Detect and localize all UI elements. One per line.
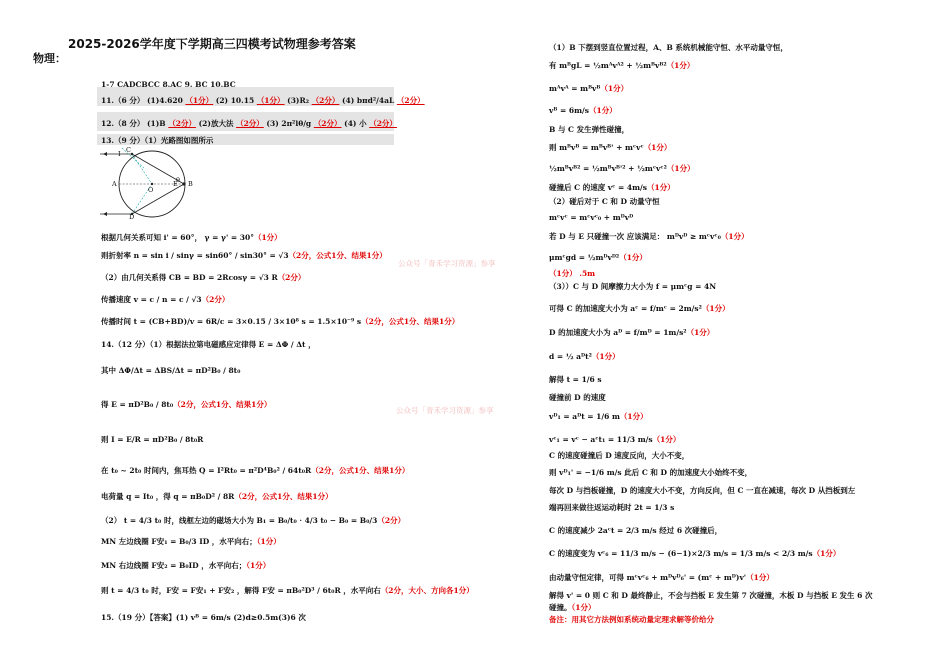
q13-line: 传播时间 t = (CB+BD)/v = 6R/c = 3×0.15 / 3×10⁸ s = 1.5×10⁻⁹ s（2分，公式1分、结果1分）	[101, 317, 460, 326]
q12-score-1: （2分）	[168, 119, 196, 128]
q14-line: 则 t = 4/3 t₀ 时，F安 = F安₁ + F安₂ ，解得 F安 = πB₀²D³ / 6t₀R ，水平向右（2分，大小、方向各1分）	[101, 586, 474, 595]
q14-line: 电荷量 q = It₀ ，得 q = πB₀D² / 8R（2分，公式1分、结果1分）	[101, 492, 333, 501]
q12-part-d: (4) 小	[344, 119, 367, 128]
q15-line: 15.（19 分）【答案】(1) vᴮ = 6m/s (2)d≥0.5m(3)6 次	[101, 613, 306, 622]
q13-line: 传播速度 v = c / n = c / √3（2分）	[101, 295, 230, 304]
diagram-label-d: D	[129, 213, 135, 221]
q12-part-c: (3) 2π²lθ/g	[266, 119, 312, 128]
diagram-label-o: O	[148, 186, 154, 194]
q11-score-4: （2分）	[396, 96, 425, 105]
right-line: 则 vᴰ₁' = −1/6 m/s 此后 C 和 D 的加速度大小始终不变，	[549, 468, 753, 477]
diagram-label-i: I	[118, 150, 121, 158]
q12-part-a: 12.（8 分） (1)B	[101, 119, 166, 128]
q11-part-c: (3)R₂	[287, 96, 309, 105]
right-line: D 的加速度大小为 aᴰ = f/mᴰ = 1m/s²（1分）	[549, 328, 715, 337]
subject-label: 物理：	[33, 52, 66, 65]
right-line: B 与 C 发生弹性碰撞，	[549, 125, 630, 134]
right-line: （3））C 与 D 间摩擦力大小为 f = μmᶜg = 4N	[549, 282, 717, 291]
right-line: 有 mᴮgL = ½mᴬvᴬ² + ½mᴮvᴮ²（1分）	[549, 61, 695, 70]
right-line: d = ½ aᴰt²（1分）	[549, 352, 620, 361]
right-line: μmᶜgd = ½mᴰvᴰ²（1分）	[549, 253, 647, 262]
right-line: 碰撞前 D 的速度	[549, 393, 606, 402]
q14-line: MN 左边线圈 F安₁ = B₀/3 ID ，水平向右；（1分）	[101, 537, 281, 546]
right-line: （2）碰后对于 C 和 D 动量守恒	[549, 197, 660, 206]
right-line: 则 mᴮvᴮ = mᴮvᴮ' + mᶜvᶜ（1分）	[549, 143, 672, 152]
right-line: 碰撞后 C 的速度 vᶜ = 4m/s（1分）	[549, 183, 675, 192]
right-line: 端再回来做往返运动耗时 2t = 1/3 s	[549, 503, 675, 512]
diagram-label-e: E	[173, 180, 178, 188]
right-line: （1分） .5m	[549, 269, 596, 278]
q13-line: 根据几何关系可知 i' = 60°， γ = γ' = 30°（1分）	[101, 233, 282, 242]
q12-score-3: （2分）	[313, 119, 342, 128]
q14-line: MN 右边线圈 F安₂ = B₀ID ，水平向右；（1分）	[101, 561, 271, 570]
right-line: 碰撞。（1分）	[549, 603, 596, 612]
right-line: vᶜ₁ = vᶜ − aᶜt₁ = 11/3 m/s（1分）	[549, 435, 681, 444]
q12-line	[101, 118, 397, 129]
q14-line: 其中 ΔΦ/Δt = ΔBS/Δt = πD²B₀ / 8t₀	[101, 366, 241, 375]
diagram-label-theta: θ	[176, 176, 180, 184]
watermark: 公众号「青禾学习资源」参享	[398, 259, 496, 268]
right-line: C 的速度减少 2aᶜt = 2/3 m/s 经过 6 次碰撞后，	[549, 526, 723, 535]
q11-line	[101, 95, 425, 106]
right-line: 若 D 与 E 只碰撞一次 应该满足： mᴰvᴰ ≥ mᶜvᶜ₀（1分）	[549, 232, 749, 241]
diagram-label-c: C	[126, 146, 131, 154]
q14-line: （2） t = 4/3 t₀ 时，线框左边的磁场大小为 B₁ = B₀/t₀ · 4/3 t₀ − B₀ = B₀/3（2分）	[101, 516, 406, 525]
q12-part-b: (2)放大法	[198, 119, 234, 128]
q11-part-a: 11.（6 分） (1)4.620	[101, 96, 183, 105]
watermark: 公众号「青禾学习资源」参享	[396, 406, 494, 415]
right-line: C 的速度变为 vᶜ₆ = 11/3 m/s − (6−1)×2/3 m/s = 1/3 m/s < 2/3 m/s（1分）	[549, 549, 841, 558]
q11-part-b: (2) 10.15	[215, 96, 255, 105]
page-title: 2025-2026学年度下学期高三四模考试物理参考答案	[68, 37, 356, 51]
right-line: vᴰ₁ = aᴰt = 1/6 m（1分）	[549, 412, 648, 421]
q11-part-d: (4) bπd²/4aL	[341, 96, 395, 105]
right-line: （1）B 下摆到竖直位置过程，A、B 系统机械能守恒、水平动量守恒，	[549, 43, 788, 52]
note-line: 备注：用其它方法例如系统动量定理求解等价给分	[549, 615, 714, 624]
q14-line: 得 E = πD²B₀ / 8t₀（2分，公式1分、结果1分）	[101, 400, 272, 409]
q14-line: 14.（12 分）（1）根据法拉第电磁感应定律得 E = ΔΦ / Δt ，	[101, 340, 316, 349]
right-line: mᴬvᴬ = mᴮvᴮ（1分）	[549, 84, 629, 93]
q11-score-3: （2分）	[311, 96, 340, 105]
q14-line: 在 t₀ ~ 2t₀ 时间内，焦耳热 Q = I²Rt₀ = π²D⁴B₀² / 64t₀R（2分，公式1分、结果1分）	[101, 466, 410, 475]
q12-score-2: （2分）	[236, 119, 264, 128]
q13-heading: 13.（9 分）（1）光路图如图所示	[101, 136, 214, 145]
right-line: 由动量守恒定律，可得 mᶜvᶜ₆ + mᴰvᴰ₆' = (mᶜ + mᴰ)v'（1分）	[549, 573, 774, 582]
q14-line: 则 I = E/R = πD²B₀ / 8t₀R	[101, 435, 204, 444]
right-line: 可得 C 的加速度大小为 aᶜ = f/mᶜ = 2m/s²（1分）	[549, 304, 730, 313]
right-line: 解得 v' = 0 则 C 和 D 最终静止，不会与挡板 E 发生第 7 次碰撞，木板 D 与挡板 E 发生 6 次	[549, 591, 873, 600]
right-line: 每次 D 与挡板碰撞，D 的速度大小不变，方向反向，但 C 一直在减速，每次 D 从挡板到左	[549, 486, 856, 495]
answers-1-10: 1-7 CADCBCC 8.AC 9. BC 10.BC	[101, 80, 236, 89]
right-line: mᶜvᶜ = mᶜvᶜ₀ + mᴰvᴰ	[549, 213, 634, 222]
right-line: vᴮ = 6m/s（1分）	[549, 106, 617, 115]
right-line: C 的速度碰撞后 D 速度反向，大小不变，	[549, 451, 690, 460]
right-line: 解得 t = 1/6 s	[549, 375, 602, 384]
q11-score-1: （1分）	[185, 96, 214, 105]
right-line: ½mᴮvᴮ² = ½mᴮvᴮ'² + ½mᶜvᶜ²（1分）	[549, 164, 695, 173]
q11-score-2: （1分）	[256, 96, 285, 105]
q13-line: （2）由几何关系得 CB = BD = 2Rcosγ = √3 R（2分）	[101, 273, 306, 282]
diagram-label-b: B	[188, 180, 193, 188]
q12-score-4: （2分）	[369, 119, 397, 128]
diagram-label-a: A	[112, 180, 117, 188]
q13-line: 则折射率 n = sin i / sinγ = sin60° / sin30° = √3（2分，公式1分、结果1分）	[101, 251, 387, 260]
